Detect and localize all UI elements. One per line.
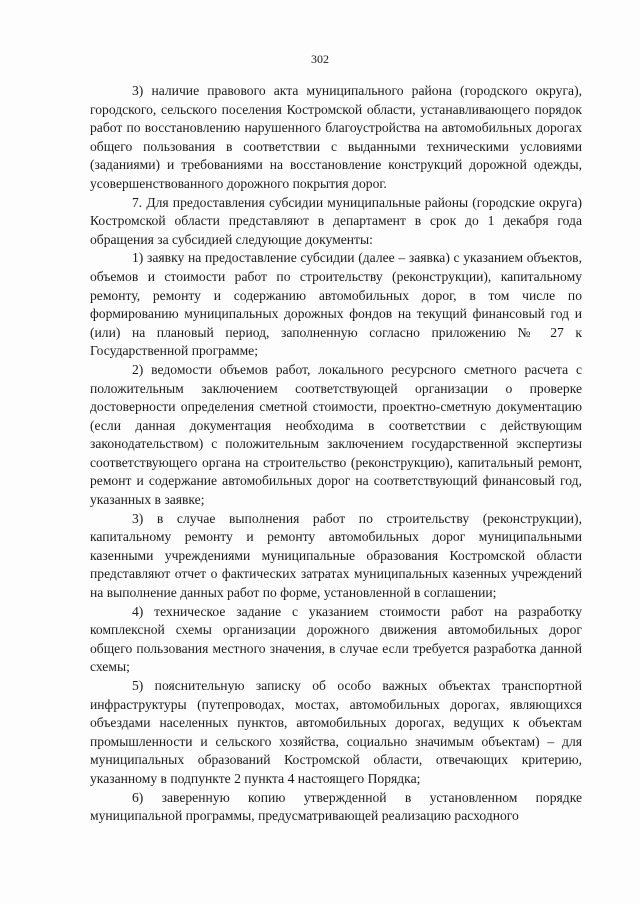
page-number: 302: [311, 52, 329, 66]
paragraph-item-6-program-copy: 6) заверенную копию утвержденной в установленном порядке муниципальной программы, предусматривающей реализацию расходного: [90, 789, 582, 824]
paragraph-item-4-technical-task: 4) техническое задание с указанием стоимости работ на разработку комплексной схемы организации дорожного движения автомобильных дорог общего пользования местного значения, в случае если требуется разработка данной схемы;: [90, 603, 582, 675]
paragraph-section-7: 7. Для предоставления субсидии муниципальные районы (городские округа) Костромской области представляют в департамент в срок до 1 декабря года обращения за субсидией следующие документы:: [90, 194, 582, 247]
paragraph-item-2-statements: 2) ведомости объемов работ, локального ресурсного сметного расчета с положительным заключением соответствующей организации о проверке достоверности определения сметной стоимости, проектно-сметную документацию (если данная документация необходима в соответствии с действующим законодательством) с положительным заключением государственной экспертизы соответствующего органа на строительство (реконструкцию), капитальный ремонт, ремонт и содержание автомобильных дорог на соответствующий финансовый год, указанных в заявке;: [90, 361, 582, 508]
document-body: [90, 82, 582, 826]
paragraph-item-3-legal-act: 3) наличие правового акта муниципального района (городского округа), городского, сельского поселения Костромской области, устанавливающего порядок работ по восстановлению нарушенного благоустройства на автомобильных дорогах общего пользования в соответствии с выданными техническими условиями (заданиями) и требованиями на восстановление конструкций дорожной одежды, усовершенствованного дорожного покрытия дорог.: [90, 83, 582, 191]
paragraph-item-5-explanatory-note: 5) пояснительную записку об особо важных объектах транспортной инфраструктуры (путепроводах, мостах, автомобильных дорогах, являющихся объездами населенных пунктов, автомобильных дорогах, ведущих к объектам промышленности и сельского хозяйства, социально значимым объектам) – для муниципальных образований Костромской области, отвечающих критерию, указанному в подпункте 2 пункта 4 настоящего Порядка;: [90, 678, 582, 786]
paragraph-item-1-application: 1) заявку на предоставление субсидии (далее – заявка) с указанием объектов, объемов и стоимости работ по строительству (реконструкции), капитальному ремонту, ремонту и содержанию автомобильных дорог, в том числе по формированию муниципальных дорожных фондов на текущий финансовый год и (или) на плановый период, заполненную согласно приложению № 27 к Государственной программе;: [90, 250, 582, 359]
paragraph-item-3-report: 3) в случае выполнения работ по строительству (реконструкции), капитальному ремонту и ремонту автомобильных дорог муниципальными казенными учреждениями муниципальные образования Костромской области представляют отчет о фактических затратах муниципальных казенных учреждений на выполнение данных работ по форме, установленной в соглашении;: [90, 510, 582, 601]
